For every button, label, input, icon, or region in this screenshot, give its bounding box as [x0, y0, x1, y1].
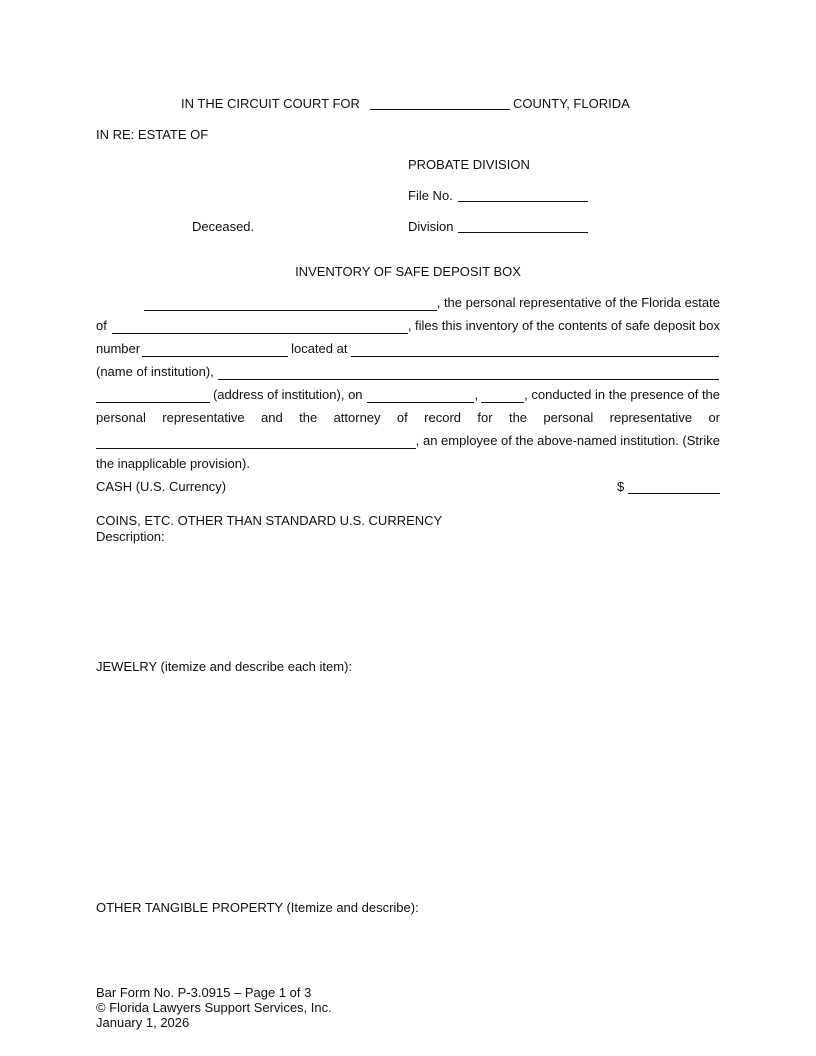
file-no-label: File No. [408, 188, 453, 203]
body-line-5-comma: , [474, 387, 479, 402]
body-line-6: personal representative and the attorney of record for the personal representative or [96, 410, 720, 425]
body-line-5 [96, 387, 720, 403]
deceased-label: Deceased. [192, 219, 255, 234]
body-line-3 [96, 341, 720, 357]
body-line-7 [96, 433, 720, 449]
probate-division-label: PROBATE DIVISION [408, 157, 530, 172]
cash-label: CASH (U.S. Currency) [96, 479, 227, 494]
coins-heading: COINS, ETC. OTHER THAN STANDARD U.S. CURRENCY [96, 513, 443, 528]
institution-address-blank[interactable] [96, 390, 210, 403]
body-line-2-prefix: of [96, 318, 107, 333]
body-line-3-mid: located at [291, 341, 348, 356]
division-blank[interactable] [458, 232, 588, 233]
jewelry-heading: JEWELRY (itemize and describe each item): [96, 659, 353, 674]
body-line-1-text: , the personal representative of the Florida estate [436, 295, 720, 310]
cash-amount-blank[interactable] [628, 493, 720, 494]
footer [96, 985, 332, 1030]
file-no-blank[interactable] [458, 201, 588, 202]
institution-name-blank[interactable] [351, 344, 719, 357]
court-heading-suffix: COUNTY, FLORIDA [513, 96, 630, 111]
employee-blank[interactable] [96, 436, 416, 449]
description-label: Description: [96, 529, 165, 544]
body-line-4-prefix: (name of institution), [96, 364, 214, 379]
date-blank[interactable] [367, 390, 474, 403]
county-blank[interactable] [370, 109, 510, 110]
court-heading-prefix: IN THE CIRCUIT COURT FOR [181, 96, 360, 111]
body-line-5-address: (address of institution), on [212, 387, 363, 402]
body-line-5-suffix: , conducted in the presence of the [524, 387, 721, 402]
estate-name-blank[interactable] [112, 321, 408, 334]
footer-date: January 1, 2026 [96, 1015, 190, 1030]
in-re-label: IN RE: ESTATE OF [96, 127, 209, 142]
body-line-1 [96, 295, 720, 311]
document-title: INVENTORY OF SAFE DEPOSIT BOX [295, 264, 521, 279]
footer-form-number: Bar Form No. P-3.0915 – Page 1 of 3 [96, 985, 312, 1000]
personal-representative-blank[interactable] [144, 298, 437, 311]
currency-symbol: $ [617, 479, 625, 494]
body-line-8: the inapplicable provision). [96, 456, 250, 471]
footer-copyright: © Florida Lawyers Support Services, Inc. [96, 1000, 332, 1015]
other-property-heading: OTHER TANGIBLE PROPERTY (Itemize and describe): [96, 900, 419, 915]
box-number-blank[interactable] [142, 344, 288, 357]
body-line-7-suffix: , an employee of the above-named institution. (Strike [415, 433, 720, 448]
body-line-4 [96, 364, 720, 380]
body-line-3-prefix: number [96, 341, 141, 356]
year-blank[interactable] [481, 390, 524, 403]
institution-name-blank-2[interactable] [218, 367, 719, 380]
body-line-2-suffix: , files this inventory of the contents of safe deposit box [407, 318, 720, 333]
body-line-2 [96, 318, 720, 334]
division-label: Division [408, 219, 454, 234]
